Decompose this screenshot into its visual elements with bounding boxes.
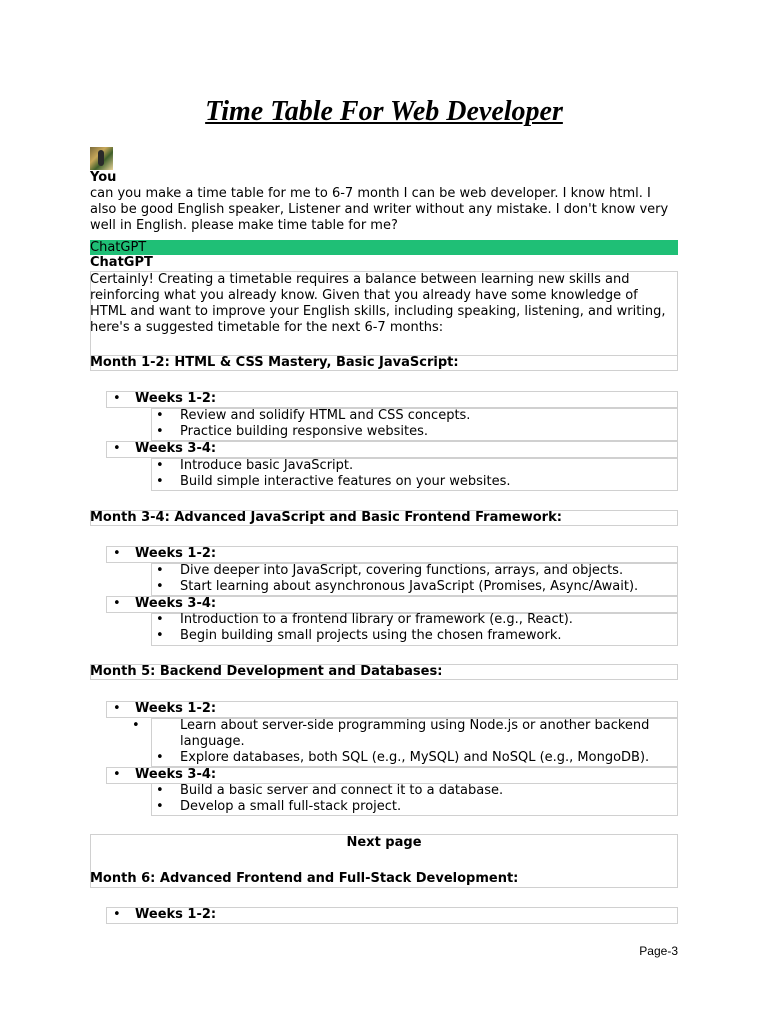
week-item bbox=[113, 546, 216, 562]
list-item bbox=[132, 718, 676, 750]
list-item bbox=[156, 458, 676, 474]
list-item-text: Dive deeper into JavaScript, covering functions, arrays, and objects. bbox=[180, 563, 624, 578]
month-heading: Month 3-4: Advanced JavaScript and Basic Frontend Framework: bbox=[90, 510, 562, 525]
bullet: • bbox=[156, 612, 164, 627]
list-item-text: Start learning about asynchronous JavaScript (Promises, Async/Await). bbox=[180, 579, 639, 594]
bullet: • bbox=[113, 441, 121, 456]
list-item bbox=[156, 799, 676, 815]
list-item-text: Learn about server-side programming using Node.js or another backend language. bbox=[180, 718, 650, 749]
bullet: • bbox=[156, 628, 164, 643]
week-label: Weeks 3-4: bbox=[135, 767, 217, 782]
week-label: Weeks 1-2: bbox=[135, 907, 217, 922]
list-item bbox=[156, 424, 676, 440]
list-item-text: Introduce basic JavaScript. bbox=[180, 458, 354, 473]
list-item-text: Explore databases, both SQL (e.g., MySQL) and NoSQL (e.g., MongoDB). bbox=[180, 750, 650, 765]
bullet: • bbox=[156, 750, 164, 765]
list-item bbox=[156, 408, 676, 424]
user-avatar bbox=[90, 147, 113, 170]
week-item bbox=[113, 701, 216, 717]
list-item-text: Build a basic server and connect it to a database. bbox=[180, 783, 504, 798]
week-item bbox=[113, 596, 216, 612]
user-question: can you make a time table for me to 6-7 month I can be web developer. I know html. I also be good English speaker, Listener and writer without any mistake. I don't know very well in English. please make time table for me? bbox=[90, 186, 669, 233]
bullet: • bbox=[156, 474, 164, 489]
week-item bbox=[113, 441, 216, 457]
next-page-label: Next page bbox=[346, 835, 422, 850]
week-item bbox=[113, 391, 216, 407]
bullet: • bbox=[113, 767, 121, 782]
list-item bbox=[156, 750, 676, 766]
list-item bbox=[156, 474, 676, 490]
bullet: • bbox=[156, 563, 164, 578]
list-item bbox=[156, 563, 676, 579]
bullet: • bbox=[132, 718, 140, 733]
bullet: • bbox=[113, 701, 121, 716]
bullet: • bbox=[156, 408, 164, 423]
week-label: Weeks 1-2: bbox=[135, 391, 217, 406]
bullet: • bbox=[113, 546, 121, 561]
list-item-text: Introduction to a frontend library or framework (e.g., React). bbox=[180, 612, 573, 627]
list-item bbox=[156, 579, 676, 595]
month-heading: Month 1-2: HTML & CSS Mastery, Basic JavaScript: bbox=[90, 355, 459, 370]
month-heading: Month 5: Backend Development and Databases: bbox=[90, 664, 443, 679]
list-item bbox=[156, 783, 676, 799]
bullet: • bbox=[156, 783, 164, 798]
chatgpt-label: ChatGPT bbox=[90, 255, 153, 270]
user-label: You bbox=[90, 170, 117, 185]
bullet: • bbox=[113, 596, 121, 611]
page-number: Page-3 bbox=[639, 944, 678, 958]
bullet: • bbox=[113, 907, 121, 922]
bullet: • bbox=[156, 579, 164, 594]
bullet: • bbox=[156, 799, 164, 814]
document-title: Time Table For Web Developer bbox=[205, 96, 563, 127]
week-label: Weeks 3-4: bbox=[135, 441, 217, 456]
week-label: Weeks 1-2: bbox=[135, 701, 217, 716]
week-label: Weeks 3-4: bbox=[135, 596, 217, 611]
week-item bbox=[113, 907, 216, 923]
list-item bbox=[156, 612, 676, 628]
list-item-text: Develop a small full-stack project. bbox=[180, 799, 402, 814]
bullet: • bbox=[156, 458, 164, 473]
intro-text: Certainly! Creating a timetable requires a balance between learning new skills and reinforcing what you already know. Given that you already have some knowledge of HTML and want to improve your English skills, including speaking, listening, and writing, here's a suggested timetable for the next 6-7 months: bbox=[90, 272, 666, 335]
bullet: • bbox=[113, 391, 121, 406]
bullet: • bbox=[156, 424, 164, 439]
list-item-text: Build simple interactive features on your websites. bbox=[180, 474, 511, 489]
list-item bbox=[156, 628, 676, 644]
chatgpt-header-bar: ChatGPT bbox=[90, 240, 678, 255]
list-item-text: Begin building small projects using the chosen framework. bbox=[180, 628, 562, 643]
list-item-text: Practice building responsive websites. bbox=[180, 424, 429, 439]
list-item-text: Review and solidify HTML and CSS concepts. bbox=[180, 408, 471, 423]
week-item bbox=[113, 767, 216, 783]
month-heading: Month 6: Advanced Frontend and Full-Stack Development: bbox=[90, 871, 519, 886]
week-label: Weeks 1-2: bbox=[135, 546, 217, 561]
